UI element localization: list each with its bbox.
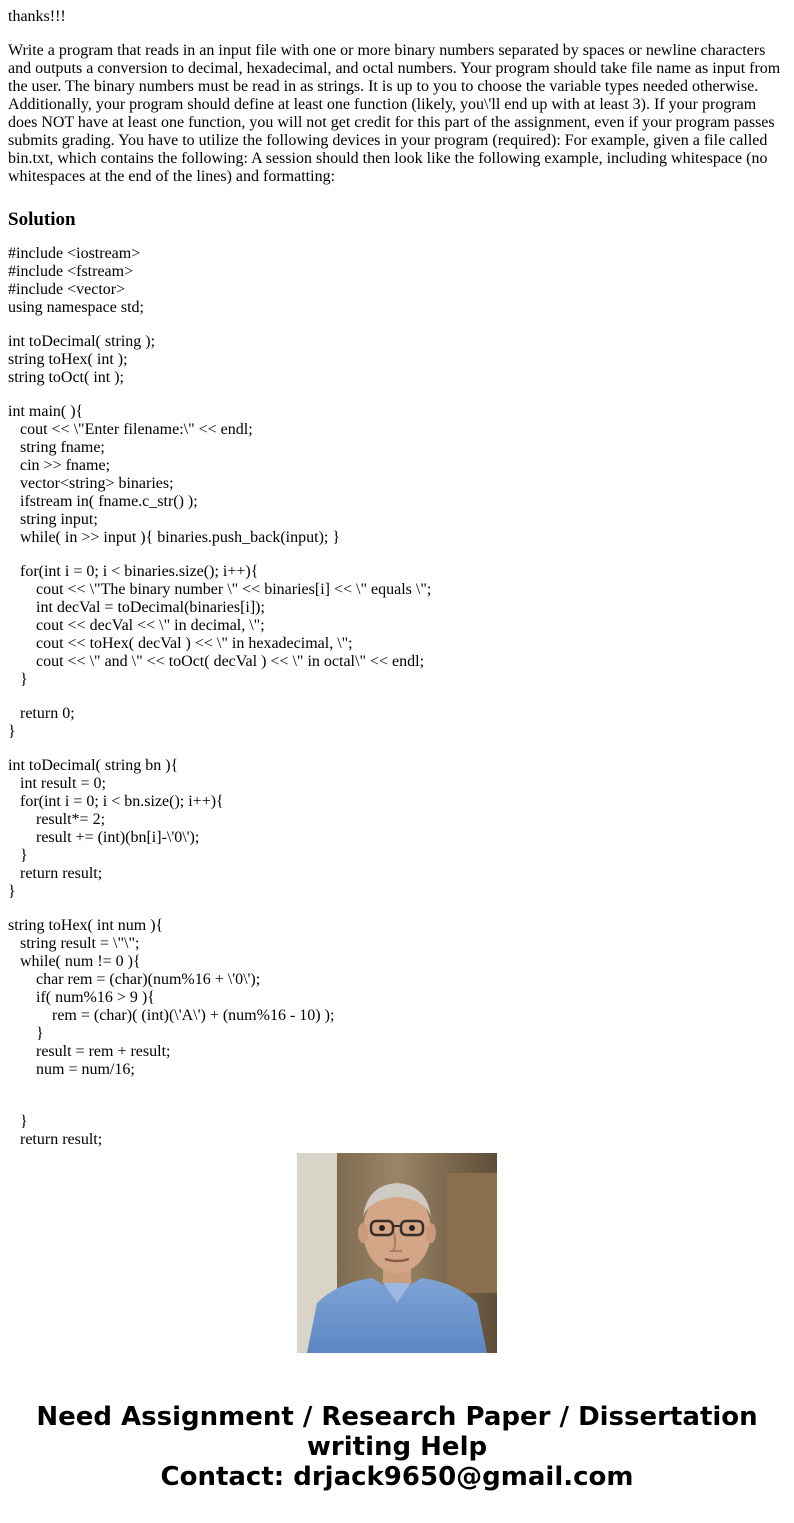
code-line: cout << \" and \" << toOct( decVal ) << \" in octal\" << endl; [8,653,425,670]
code-block [8,757,786,901]
code-line: ifstream in( fname.c_str() ); [8,493,198,510]
promo-contact: Contact: drjack9650@gmail.com [160,1462,634,1492]
code-line: int toDecimal( string ); [8,333,156,350]
question-body: Write a program that reads in an input file with one or more binary numbers separated by spaces or newline characters and outputs a conversion to decimal, hexadecimal, and octal numbers. Your program should take file name as input from the user. The binary numbers must be read in as strings. It is up to you to choose the variable types needed otherwise. Additionally, your program should define at least one function (likely, you\'ll end up with at least 3). If your program does NOT have at least one function, you will not get credit for this part of the assignment, even if your program passes submits grading. You have to utilize the following devices in your program (required): For example, given a file called bin.txt, which contains the following: A session should then look like the following example, including whitespace (no whitespaces at the end of the lines) and formatting: [8,42,781,185]
solution-code [8,245,786,1148]
code-block [8,917,786,1097]
code-line: } [8,1025,44,1042]
code-line: result*= 2; [8,811,106,828]
solution-heading: Solution [8,209,76,230]
code-line: return 0; [8,705,75,722]
code-block [8,403,786,547]
code-block [8,705,786,741]
code-block [8,333,786,387]
code-line: while( num != 0 ){ [8,953,141,970]
code-line: string toHex( int num ){ [8,917,164,934]
code-line: } [8,883,16,900]
promo-banner [0,1402,794,1492]
thanks-text: thanks!!! [8,8,66,25]
question-section [8,8,786,251]
code-line: result += (int)(bn[i]-\'0\'); [8,829,200,846]
code-line: #include <vector> [8,281,126,298]
code-line: char rem = (char)(num%16 + \'0\'); [8,971,261,988]
author-photo-icon [297,1153,497,1353]
code-line: string toOct( int ); [8,369,124,386]
code-line: } [8,1113,28,1130]
code-line: return result; [8,1131,103,1148]
code-line: cout << \"The binary number \" << binaries[i] << \" equals \"; [8,581,432,598]
code-line: cout << \"Enter filename:\" << endl; [8,421,253,438]
code-line: string result = \"\"; [8,935,140,952]
code-line: string input; [8,511,98,528]
code-line: string toHex( int ); [8,351,128,368]
code-line: int main( ){ [8,403,84,420]
code-line: #include <fstream> [8,263,134,280]
promo-line-2: writing Help [306,1432,488,1462]
code-line: result = rem + result; [8,1043,171,1060]
code-line: cout << toHex( decVal ) << \" in hexadecimal, \"; [8,635,353,652]
code-line: for(int i = 0; i < bn.size(); i++){ [8,793,224,810]
code-line: } [8,723,16,740]
code-line: rem = (char)( (int)(\'A\') + (num%16 - 10) ); [8,1007,335,1024]
promo-line-1: Need Assignment / Research Paper / Dissertation [36,1402,758,1432]
code-line: string fname; [8,439,105,456]
code-line: } [8,847,28,864]
code-line: } [8,671,28,688]
code-line: cin >> fname; [8,457,111,474]
code-line: vector<string> binaries; [8,475,174,492]
code-block [8,563,786,689]
author-avatar [297,1153,497,1353]
code-block [8,1113,786,1149]
code-line: num = num/16; [8,1061,135,1078]
code-line: int decVal = toDecimal(binaries[i]); [8,599,265,616]
code-line: int result = 0; [8,775,106,792]
code-line: cout << decVal << \" in decimal, \"; [8,617,265,634]
code-line: for(int i = 0; i < binaries.size(); i++){ [8,563,259,580]
code-line: int toDecimal( string bn ){ [8,757,179,774]
code-line: #include <iostream> [8,245,141,262]
code-line: return result; [8,865,103,882]
code-line: using namespace std; [8,299,144,316]
code-line [8,1079,786,1097]
code-block [8,245,786,317]
code-line: while( in >> input ){ binaries.push_back(input); } [8,529,341,546]
code-line: if( num%16 > 9 ){ [8,989,155,1006]
